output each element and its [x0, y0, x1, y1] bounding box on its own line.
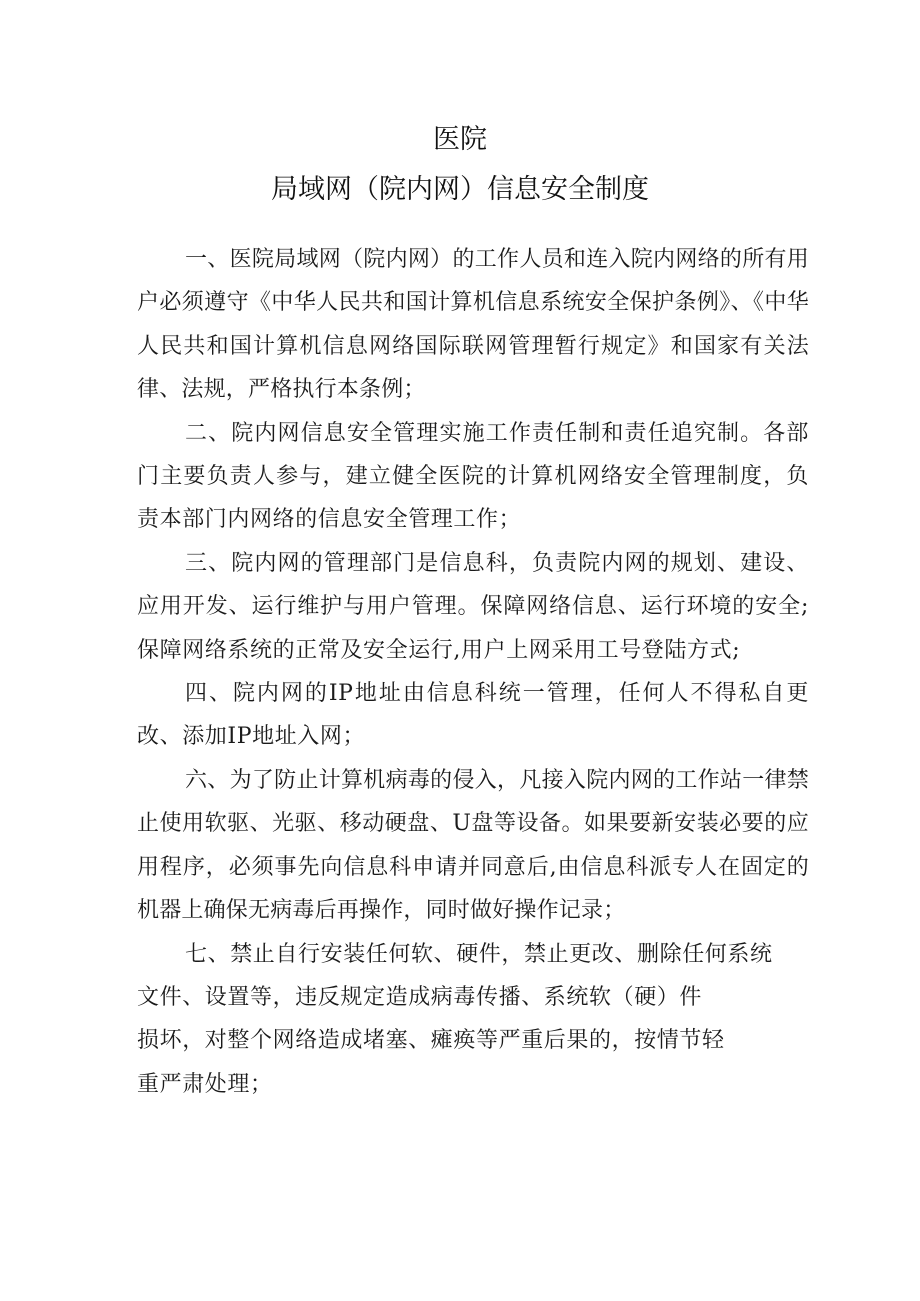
- document-title-line-1: 医院: [433, 124, 487, 155]
- document-body: [137, 238, 809, 1106]
- document-title-line-2: 局域网（院内网）信息安全制度: [271, 174, 649, 205]
- paragraph-7-line-3: 损坏，对整个网络造成堵塞、瘫痪等严重后果的，按情节轻: [137, 1028, 725, 1054]
- paragraph-7-line-2: 文件、设置等，违反规定造成病毒传播、系统软（硬）件: [137, 984, 703, 1010]
- paragraph-7: [137, 933, 809, 1107]
- paragraph-4: 四、院内网的IP地址由信息科统一管理，任何人不得私自更改、添加IP地址入网；: [137, 681, 809, 750]
- paragraph-2: 二、院内网信息安全管理实施工作责任制和责任追究制。各部门主要负责人参与，建立健全医院的计算机网络安全管理制度，负责本部门内网络的信息安全管理工作；: [137, 420, 809, 533]
- paragraph-7-line-1: 七、禁止自行安装任何软、硬件，禁止更改、删除任何系统: [185, 941, 773, 967]
- paragraph-1: 一、医院局域网（院内网）的工作人员和连入院内网络的所有用户必须遵守《中华人民共和国计算机信息系统安全保护条例》、《中华人民共和国计算机信息网络国际联网管理暂行规定》和国家有关法律、法规，严格执行本条例；: [137, 247, 809, 403]
- paragraph-6: 六、为了防止计算机病毒的侵入，凡接入院内网的工作站一律禁止使用软驱、光驱、移动硬盘、U盘等设备。如果要新安装必要的应用程序，必须事先向信息科申请并同意后,由信息科派专人在固定的机器上确保无病毒后再操作，同时做好操作记录；: [137, 767, 809, 924]
- paragraph-7-line-4: 重严肃处理；: [137, 1071, 273, 1097]
- paragraph-3: 三、院内网的管理部门是信息科，负责院内网的规划、建设、应用开发、运行维护与用户管理。保障网络信息、运行环境的安全;保障网络系统的正常及安全运行,用户上网采用工号登陆方式;: [137, 550, 809, 663]
